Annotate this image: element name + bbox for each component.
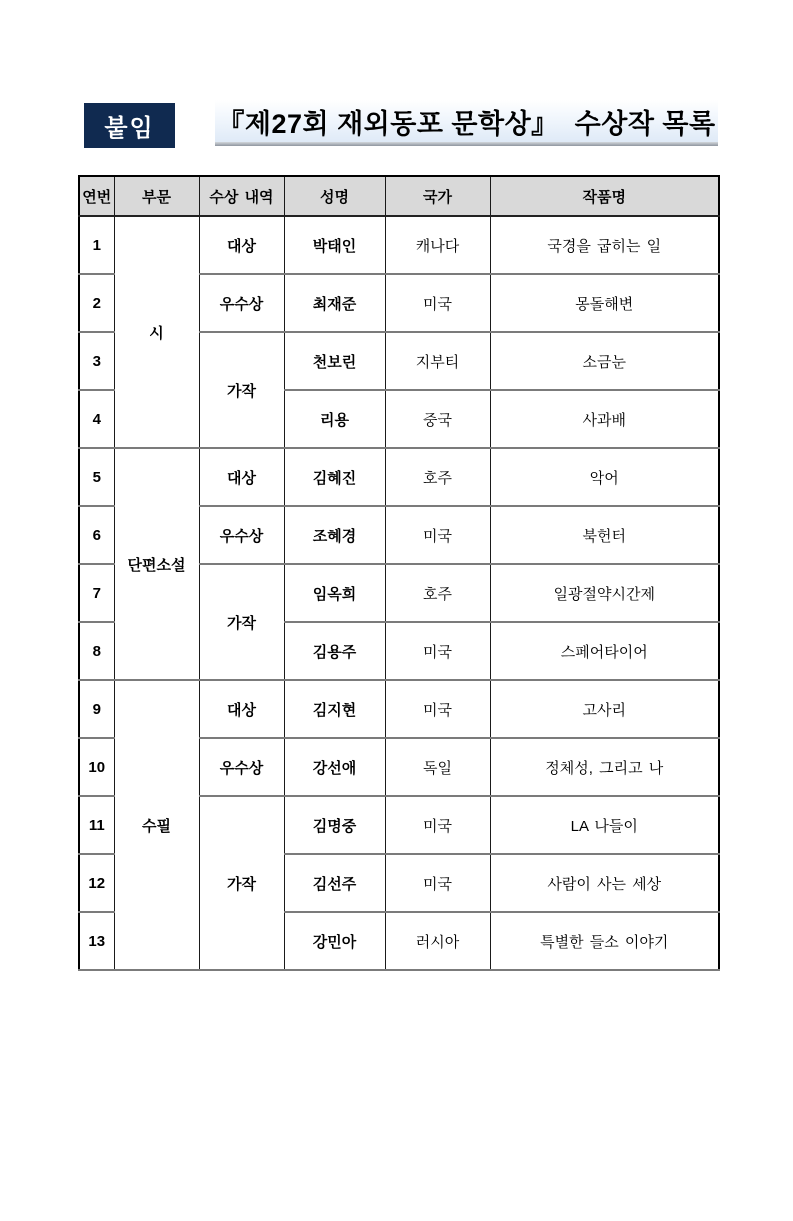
column-header-award: 수상 내역: [199, 176, 284, 216]
cell-work: 스페어타이어: [490, 622, 719, 680]
cell-country: 미국: [385, 680, 490, 738]
cell-name: 김혜진: [284, 448, 385, 506]
attachment-badge-label: 붙임: [104, 115, 155, 142]
cell-work: 북헌터: [490, 506, 719, 564]
cell-work: 특별한 들소 이야기: [490, 912, 719, 970]
cell-award: 대상: [199, 216, 284, 274]
cell-no: 12: [79, 854, 114, 912]
cell-work: 일광절약시간제: [490, 564, 719, 622]
cell-work: 몽돌해변: [490, 274, 719, 332]
awards-table: [78, 175, 720, 971]
cell-name: 강민아: [284, 912, 385, 970]
cell-country: 미국: [385, 796, 490, 854]
cell-country: 호주: [385, 564, 490, 622]
cell-work: 국경을 굽히는 일: [490, 216, 719, 274]
cell-name: 김용주: [284, 622, 385, 680]
cell-category: 단편소설: [114, 448, 199, 680]
cell-award: 가작: [199, 796, 284, 970]
cell-country: 러시아: [385, 912, 490, 970]
cell-no: 10: [79, 738, 114, 796]
cell-name: 조혜경: [284, 506, 385, 564]
cell-country: 중국: [385, 390, 490, 448]
cell-no: 3: [79, 332, 114, 390]
awards-table-head: [79, 176, 719, 216]
table-row: [79, 680, 719, 738]
page-title: 『제27회 재외동포 문학상』 수상작 목록: [217, 108, 716, 139]
cell-award: 우수상: [199, 738, 284, 796]
cell-country: 미국: [385, 622, 490, 680]
cell-no: 5: [79, 448, 114, 506]
cell-name: 천보린: [284, 332, 385, 390]
cell-work: 사과배: [490, 390, 719, 448]
cell-award: 대상: [199, 680, 284, 738]
cell-work: 소금눈: [490, 332, 719, 390]
column-header-name: 성명: [284, 176, 385, 216]
awards-table-body: [79, 216, 719, 970]
column-header-no: 연번: [79, 176, 114, 216]
cell-no: 7: [79, 564, 114, 622]
cell-no: 8: [79, 622, 114, 680]
table-row: [79, 448, 719, 506]
cell-name: 리용: [284, 390, 385, 448]
cell-no: 2: [79, 274, 114, 332]
cell-award: 대상: [199, 448, 284, 506]
cell-country: 미국: [385, 854, 490, 912]
cell-country: 호주: [385, 448, 490, 506]
cell-name: 임옥희: [284, 564, 385, 622]
cell-award: 우수상: [199, 506, 284, 564]
cell-country: 독일: [385, 738, 490, 796]
cell-name: 김명중: [284, 796, 385, 854]
cell-category: 시: [114, 216, 199, 448]
cell-country: 캐나다: [385, 216, 490, 274]
attachment-badge: [84, 103, 175, 148]
cell-award: 가작: [199, 332, 284, 448]
cell-category: 수필: [114, 680, 199, 970]
cell-work: 고사리: [490, 680, 719, 738]
column-header-work: 작품명: [490, 176, 719, 216]
cell-no: 9: [79, 680, 114, 738]
cell-work: 사람이 사는 세상: [490, 854, 719, 912]
cell-name: 최재준: [284, 274, 385, 332]
page-title-bar: [215, 100, 718, 142]
cell-work: LA 나들이: [490, 796, 719, 854]
cell-no: 4: [79, 390, 114, 448]
column-header-category: 부문: [114, 176, 199, 216]
cell-country: 지부티: [385, 332, 490, 390]
document-header: [84, 100, 718, 148]
table-row: [79, 216, 719, 274]
cell-no: 11: [79, 796, 114, 854]
cell-no: 1: [79, 216, 114, 274]
cell-no: 6: [79, 506, 114, 564]
header-row: [79, 176, 719, 216]
cell-award: 우수상: [199, 274, 284, 332]
cell-name: 박태인: [284, 216, 385, 274]
cell-award: 가작: [199, 564, 284, 680]
column-header-country: 국가: [385, 176, 490, 216]
cell-name: 김지현: [284, 680, 385, 738]
cell-country: 미국: [385, 506, 490, 564]
cell-name: 김선주: [284, 854, 385, 912]
cell-country: 미국: [385, 274, 490, 332]
cell-name: 강선애: [284, 738, 385, 796]
cell-work: 정체성, 그리고 나: [490, 738, 719, 796]
cell-work: 악어: [490, 448, 719, 506]
cell-no: 13: [79, 912, 114, 970]
